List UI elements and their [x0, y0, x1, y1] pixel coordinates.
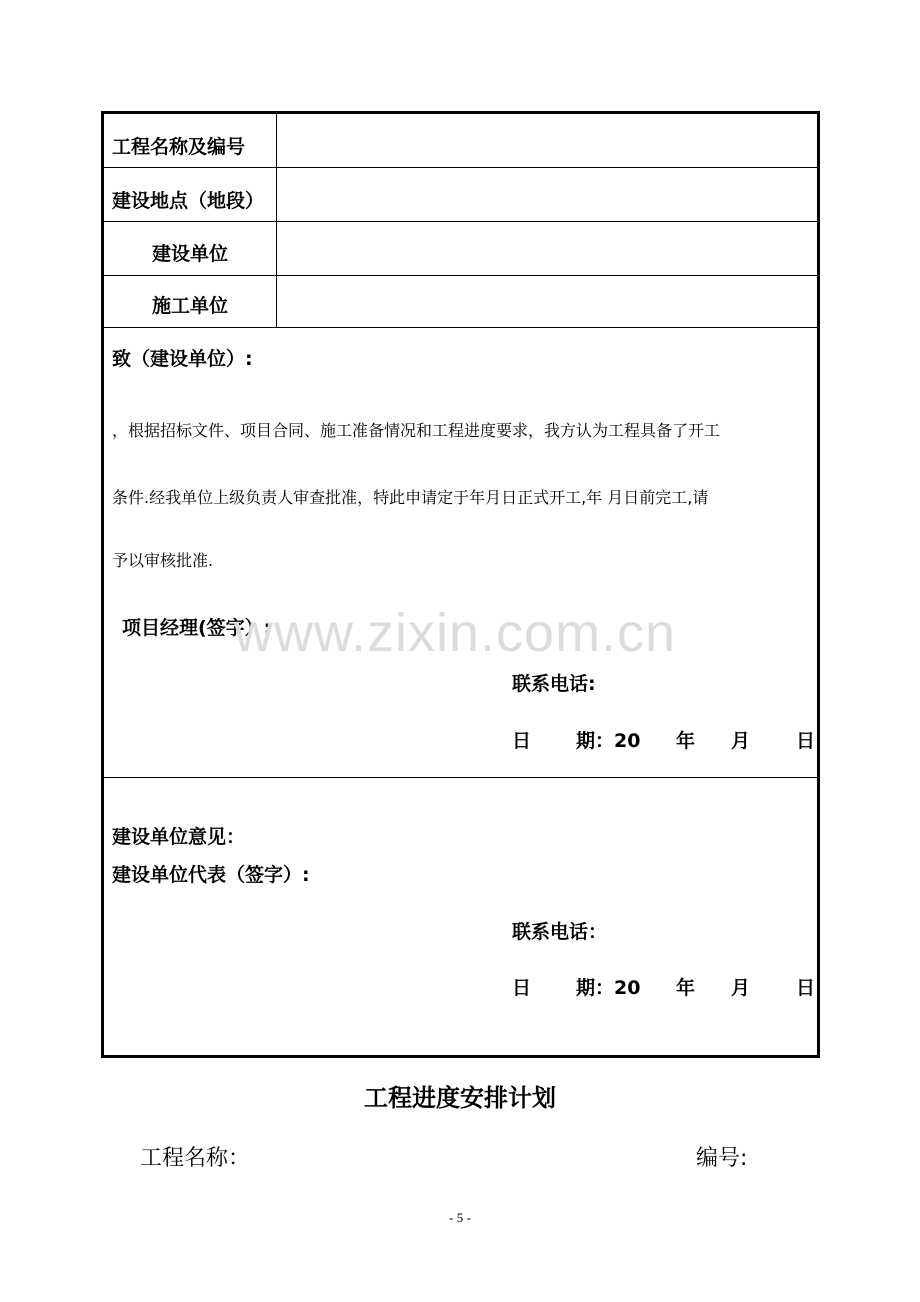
addressee-label: 致（建设单位）:: [112, 348, 253, 370]
date-day: 日: [796, 977, 816, 999]
date-year: 年: [676, 977, 696, 999]
schedule-number-label: 编号:: [696, 1146, 748, 1171]
project-name-number-label: 工程名称及编号: [112, 136, 246, 158]
construction-site-label: 建设地点（地段）: [112, 190, 265, 212]
schedule-title: 工程进度安排计划: [364, 1084, 556, 1112]
contractor-unit-field[interactable]: [278, 276, 815, 327]
application-text-line-1: ，根据招标文件、项目合同、施工准备情况和工程进度要求，我方认为工程具备了开工: [112, 421, 721, 440]
construction-site-field[interactable]: [278, 168, 815, 221]
schedule-project-name-label: 工程名称：: [140, 1146, 251, 1171]
owner-opinion-label: 建设单位意见：: [112, 826, 246, 848]
application-form: [101, 111, 820, 1058]
date-qi: 期：20: [576, 730, 641, 752]
date-day: 日: [796, 730, 816, 752]
date-ri: 日: [512, 730, 532, 752]
section-divider: [104, 777, 817, 778]
date-month: 月: [731, 730, 751, 752]
application-text-line-2: 条件.经我单位上级负责人审查批准，特此申请定于年月日正式开工,年 月日前完工,请: [112, 488, 709, 507]
date-month: 月: [731, 977, 751, 999]
row-divider: [104, 327, 817, 328]
owner-contact-phone-label: 联系电话：: [512, 921, 608, 943]
construction-unit-label: 建设单位: [151, 243, 228, 265]
opinion-date: [512, 973, 815, 997]
column-divider: [276, 114, 277, 327]
date-qi: 期：20: [576, 977, 641, 999]
application-text-line-3: 予以审核批准.: [112, 551, 214, 570]
contractor-unit-label: 施工单位: [151, 295, 228, 317]
owner-representative-signature-label: 建设单位代表（签字）:: [112, 864, 310, 886]
watermark: www.zixin.com.cn: [234, 603, 677, 663]
project-manager-signature-label: 项目经理(签字）:: [122, 617, 272, 639]
date-year: 年: [676, 730, 696, 752]
application-date: [512, 726, 815, 750]
page-number: - 5 -: [449, 1210, 471, 1225]
date-ri: 日: [512, 977, 532, 999]
project-name-number-field[interactable]: [278, 114, 815, 167]
contact-phone-label: 联系电话:: [512, 673, 596, 695]
construction-unit-field[interactable]: [278, 222, 815, 275]
